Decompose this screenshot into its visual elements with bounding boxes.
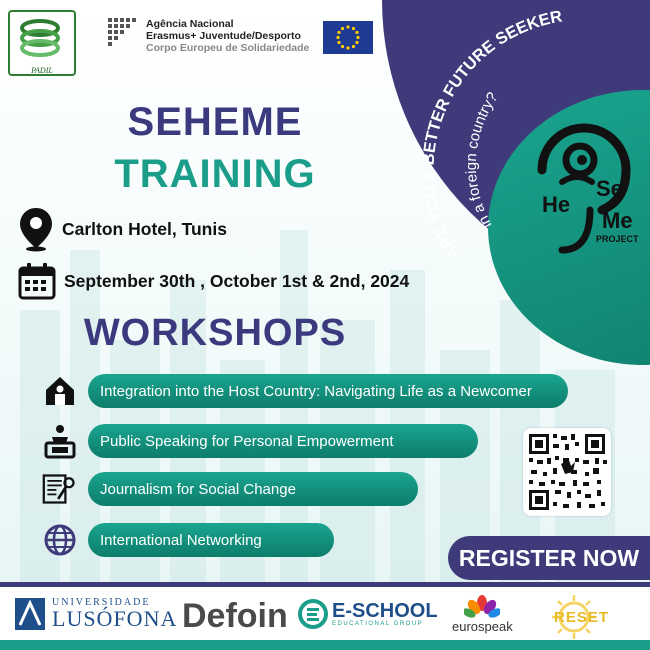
eurospeak-text: eurospeak bbox=[452, 619, 513, 634]
reset-logo bbox=[546, 593, 610, 641]
lusofona-line2: LUSÓFONA bbox=[52, 606, 178, 631]
title-seheme: SEHEME bbox=[127, 100, 303, 144]
defoin-logo bbox=[182, 597, 288, 636]
workshop-item bbox=[42, 423, 478, 459]
newspaper-microphone-icon bbox=[42, 470, 78, 508]
registration-qr-code[interactable] bbox=[523, 428, 611, 516]
eu-flag-icon bbox=[323, 21, 373, 54]
dates-row bbox=[18, 262, 409, 300]
workshop-pill: Integration into the Host Country: Navigating Life as a Newcomer bbox=[88, 374, 568, 408]
logo-project: PROJECT bbox=[596, 234, 639, 244]
padil-label: PADIL bbox=[31, 66, 53, 75]
workshop-item bbox=[42, 522, 334, 558]
qr-code-icon bbox=[523, 428, 611, 516]
logo-he: He bbox=[542, 192, 571, 217]
calendar-icon bbox=[18, 262, 56, 300]
title-training: TRAINING bbox=[114, 152, 316, 196]
agency-line2: Erasmus+ Juventude/Desporto bbox=[146, 30, 301, 42]
seheme-project-logo bbox=[522, 100, 650, 260]
workshop-item bbox=[42, 471, 418, 507]
register-now-button[interactable]: REGISTER NOW bbox=[448, 536, 650, 580]
agency-line1: Agência Nacional bbox=[146, 18, 234, 30]
eurospeak-flower-icon bbox=[464, 595, 500, 619]
defoin-text: Defoin bbox=[182, 597, 288, 635]
agencia-nacional-text bbox=[146, 18, 309, 54]
location-text: Carlton Hotel, Tunis bbox=[62, 218, 227, 239]
eurospeak-logo bbox=[452, 595, 513, 634]
eschool-sub: EDUCATIONAL GROUP bbox=[332, 621, 424, 627]
bottom-color-strip bbox=[0, 640, 650, 650]
dates-text: September 30th , October 1st & 2nd, 2024 bbox=[64, 270, 410, 291]
slogan-line1: ARE YOU A BETTER FUTURE SEEKER bbox=[419, 10, 564, 263]
agencia-nacional-logo-icon bbox=[108, 18, 138, 52]
eschool-emblem-icon bbox=[298, 597, 328, 631]
house-icon bbox=[43, 374, 77, 408]
svg-text:in a foreign country? bbox=[463, 89, 502, 231]
logo-se: Se bbox=[596, 176, 623, 201]
workshops-heading: WORKSHOPS bbox=[83, 312, 347, 354]
eschool-logo bbox=[298, 597, 438, 631]
workshop-item bbox=[42, 373, 568, 409]
padil-emblem-icon bbox=[10, 12, 70, 60]
reset-text: RESET bbox=[554, 609, 610, 626]
workshop-pill: Journalism for Social Change bbox=[88, 472, 418, 506]
eschool-main: E-SCHOOL bbox=[332, 600, 438, 622]
padil-logo bbox=[8, 10, 76, 76]
logo-me: Me bbox=[602, 208, 633, 233]
slogan-line2: in a foreign country? bbox=[462, 89, 502, 232]
workshop-pill: International Networking bbox=[88, 523, 334, 557]
globe-icon bbox=[43, 523, 77, 557]
lusofona-line1: UNIVERSIDADE bbox=[52, 597, 151, 608]
agency-line3: Corpo Europeu de Solidariedade bbox=[146, 42, 310, 54]
workshop-pill: Public Speaking for Personal Empowerment bbox=[88, 424, 478, 458]
speaker-podium-icon bbox=[42, 423, 78, 459]
location-pin-icon bbox=[18, 206, 54, 252]
location-row bbox=[18, 206, 227, 252]
lusofona-emblem-icon bbox=[14, 597, 46, 631]
lusofona-logo bbox=[14, 597, 177, 631]
